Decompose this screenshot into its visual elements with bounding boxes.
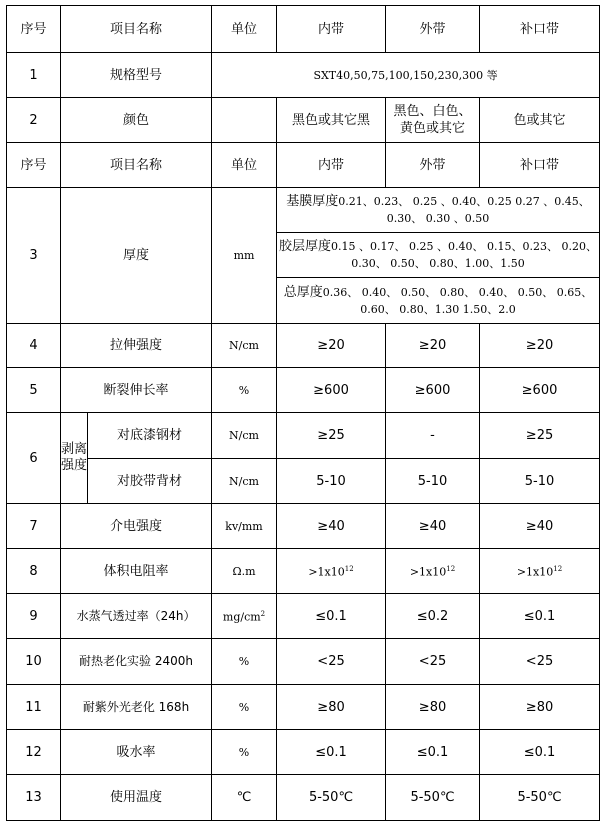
row-outer: ≤0.2 — [386, 594, 480, 639]
header-inner: 内带 — [277, 143, 386, 188]
row-patch: ≤0.1 — [480, 730, 600, 775]
unit-exponent: 2 — [260, 610, 266, 619]
row-outer: ≥40 — [386, 504, 480, 549]
row-outer: ≥80 — [386, 685, 480, 730]
row-inner: ≥20 — [277, 324, 386, 368]
row-unit: kv/mm — [212, 504, 277, 549]
row-unit: N/cm — [212, 459, 277, 504]
total-thickness — [277, 278, 600, 324]
base-thickness — [277, 188, 600, 233]
row-item: 水蒸气透过率（24h） — [61, 594, 212, 639]
row-inner: ≥600 — [277, 368, 386, 413]
row-inner: ≤0.1 — [277, 730, 386, 775]
row-inner: 黑色或其它黑 — [277, 98, 386, 143]
row-outer — [386, 549, 480, 594]
row-item: 规格型号 — [61, 53, 212, 98]
row-item: 对胶带背材 — [88, 459, 212, 504]
glue-thickness — [277, 233, 600, 278]
resistivity-exponent: 12 — [553, 565, 563, 574]
row-item: 对底漆钢材 — [88, 413, 212, 459]
row-outer: ≥20 — [386, 324, 480, 368]
table-row — [7, 504, 600, 549]
row-patch: 5-50℃ — [480, 775, 600, 821]
row-no: 9 — [7, 594, 61, 639]
row-unit: % — [212, 368, 277, 413]
total-thickness-values: 0.36、 0.40、 0.50、 0.80、 0.40、 0.50、 0.65、 0.60、 0.80、1.30 1.50、2.0 — [322, 285, 593, 316]
row-item: 耐紫外光老化 168h — [61, 685, 212, 730]
row-inner: <25 — [277, 639, 386, 685]
row-item: 耐热老化实验 2400h — [61, 639, 212, 685]
glue-thickness-values: 0.15 、0.17、 0.25 、0.40、 0.15、0.23、 0.20、0.30、 0.50、 0.80、1.00、1.50 — [331, 240, 597, 270]
row-patch: <25 — [480, 639, 600, 685]
row-patch: ≥80 — [480, 685, 600, 730]
row-inner: ≤0.1 — [277, 594, 386, 639]
row-no: 12 — [7, 730, 61, 775]
row-patch: ≥600 — [480, 368, 600, 413]
row-no: 1 — [7, 53, 61, 98]
row-item: 吸水率 — [61, 730, 212, 775]
row-unit — [212, 594, 277, 639]
base-thickness-values: 0.21、0.23、 0.25 、0.40、0.25 0.27 、0.45、 0.30、 0.30 、0.50 — [338, 195, 590, 225]
row-unit: mm — [212, 188, 277, 324]
resistivity-exponent: 12 — [446, 565, 456, 574]
row-outer: ≤0.1 — [386, 730, 480, 775]
table-row — [7, 368, 600, 413]
row-unit: ℃ — [212, 775, 277, 821]
peel-strength-label: 剥离强度 — [61, 413, 88, 504]
row-item: 体积电阻率 — [61, 549, 212, 594]
row-inner: ≥80 — [277, 685, 386, 730]
header-item: 项目名称 — [61, 143, 212, 188]
header-patch: 补口带 — [480, 6, 600, 53]
row-no: 2 — [7, 98, 61, 143]
row-value: SXT40,50,75,100,150,230,300 等 — [212, 53, 600, 98]
row-unit: % — [212, 639, 277, 685]
row-patch: ≥40 — [480, 504, 600, 549]
row-item: 厚度 — [61, 188, 212, 324]
row-patch: 色或其它 — [480, 98, 600, 143]
table-row — [7, 98, 600, 143]
row-patch: 5-10 — [480, 459, 600, 504]
row-outer: 5-50℃ — [386, 775, 480, 821]
row-inner — [277, 549, 386, 594]
resistivity-value: >1x10 — [516, 565, 554, 579]
header-row-repeat — [7, 143, 600, 188]
header-inner: 内带 — [277, 6, 386, 53]
row-no: 6 — [7, 413, 61, 504]
row-item: 断裂伸长率 — [61, 368, 212, 413]
row-item: 介电强度 — [61, 504, 212, 549]
table-row — [7, 549, 600, 594]
table-row — [7, 730, 600, 775]
table-row — [7, 775, 600, 821]
row-inner: 5-10 — [277, 459, 386, 504]
row-patch: ≥20 — [480, 324, 600, 368]
header-outer: 外带 — [386, 6, 480, 53]
glue-thickness-label: 胶层厚度 — [279, 239, 332, 254]
base-thickness-label: 基膜厚度 — [286, 194, 339, 209]
row-patch: ≥25 — [480, 413, 600, 459]
row-inner: 5-50℃ — [277, 775, 386, 821]
table-row — [7, 685, 600, 730]
table-row — [7, 324, 600, 368]
row-unit: % — [212, 685, 277, 730]
table-row — [7, 594, 600, 639]
resistivity-value: >1x10 — [308, 565, 345, 579]
total-thickness-label: 总厚度 — [283, 284, 323, 300]
header-item: 项目名称 — [61, 6, 212, 53]
row-item: 颜色 — [61, 98, 212, 143]
table-row — [7, 413, 600, 459]
row-outer: 黑色、白色、黄色或其它 — [386, 98, 480, 143]
row-unit: N/cm — [212, 413, 277, 459]
row-patch: ≤0.1 — [480, 594, 600, 639]
row-unit: Ω.m — [212, 549, 277, 594]
row-unit — [212, 98, 277, 143]
row-unit: N/cm — [212, 324, 277, 368]
table-row — [7, 459, 600, 504]
row-no: 10 — [7, 639, 61, 685]
row-inner: ≥25 — [277, 413, 386, 459]
header-outer: 外带 — [386, 143, 480, 188]
row-item: 拉伸强度 — [61, 324, 212, 368]
header-row — [7, 6, 600, 53]
resistivity-exponent: 12 — [344, 565, 354, 574]
header-patch: 补口带 — [480, 143, 600, 188]
row-no: 7 — [7, 504, 61, 549]
table-row — [7, 188, 600, 233]
row-outer: - — [386, 413, 480, 459]
row-outer: ≥600 — [386, 368, 480, 413]
resistivity-value: >1x10 — [409, 565, 447, 579]
row-no: 5 — [7, 368, 61, 413]
spec-table — [6, 5, 600, 821]
header-no: 序号 — [7, 143, 61, 188]
row-no: 3 — [7, 188, 61, 324]
header-unit: 单位 — [212, 6, 277, 53]
table-row — [7, 53, 600, 98]
header-no: 序号 — [7, 6, 61, 53]
header-unit: 单位 — [212, 143, 277, 188]
row-no: 13 — [7, 775, 61, 821]
table-row — [7, 639, 600, 685]
row-no: 4 — [7, 324, 61, 368]
row-unit: % — [212, 730, 277, 775]
row-patch — [480, 549, 600, 594]
row-outer: <25 — [386, 639, 480, 685]
unit-text: mg/cm — [222, 610, 261, 624]
row-no: 11 — [7, 685, 61, 730]
row-inner: ≥40 — [277, 504, 386, 549]
row-item: 使用温度 — [61, 775, 212, 821]
row-outer: 5-10 — [386, 459, 480, 504]
row-no: 8 — [7, 549, 61, 594]
